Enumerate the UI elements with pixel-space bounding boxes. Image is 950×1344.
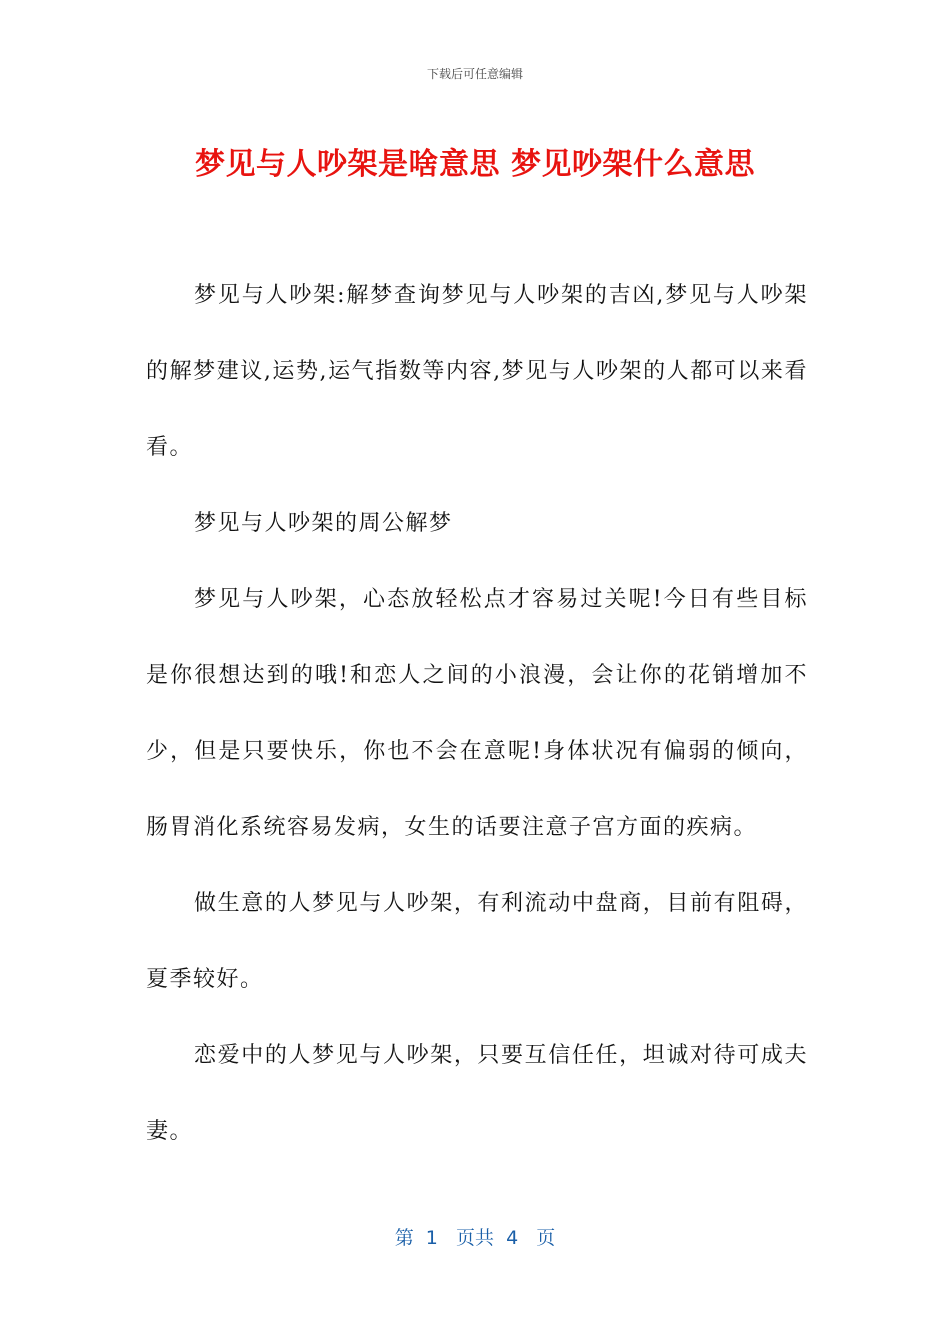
document-body (146, 258, 808, 1170)
paragraph-business: 做生意的人梦见与人吵架，有利流动中盘商，目前有阻碍，夏季较好。 (146, 891, 808, 992)
paragraph-romance: 恋爱中的人梦见与人吵架，只要互信任任，坦诚对待可成夫妻。 (146, 1043, 808, 1144)
paragraph-intro: 梦见与人吵架:解梦查询梦见与人吵架的吉凶,梦见与人吵架的解梦建议,运势,运气指数等内容,梦见与人吵架的人都可以来看看。 (146, 283, 808, 460)
page-header-note: 下载后可任意编辑 (426, 67, 523, 81)
paragraph-subheading: 梦见与人吵架的周公解梦 (194, 511, 453, 536)
paragraph-interpretation: 梦见与人吵架，心态放轻松点才容易过关呢!今日有些目标是你很想达到的哦!和恋人之间的小浪漫，会让你的花销增加不少，但是只要快乐，你也不会在意呢!身体状况有偏弱的倾向，肠胃消化系统容易发病，女生的话要注意子宫方面的疾病。 (146, 587, 808, 840)
document-title: 梦见与人吵架是啥意思 梦见吵架什么意思 (195, 147, 755, 182)
page-number-footer: 第 1 页共 4 页 (394, 1227, 556, 1249)
